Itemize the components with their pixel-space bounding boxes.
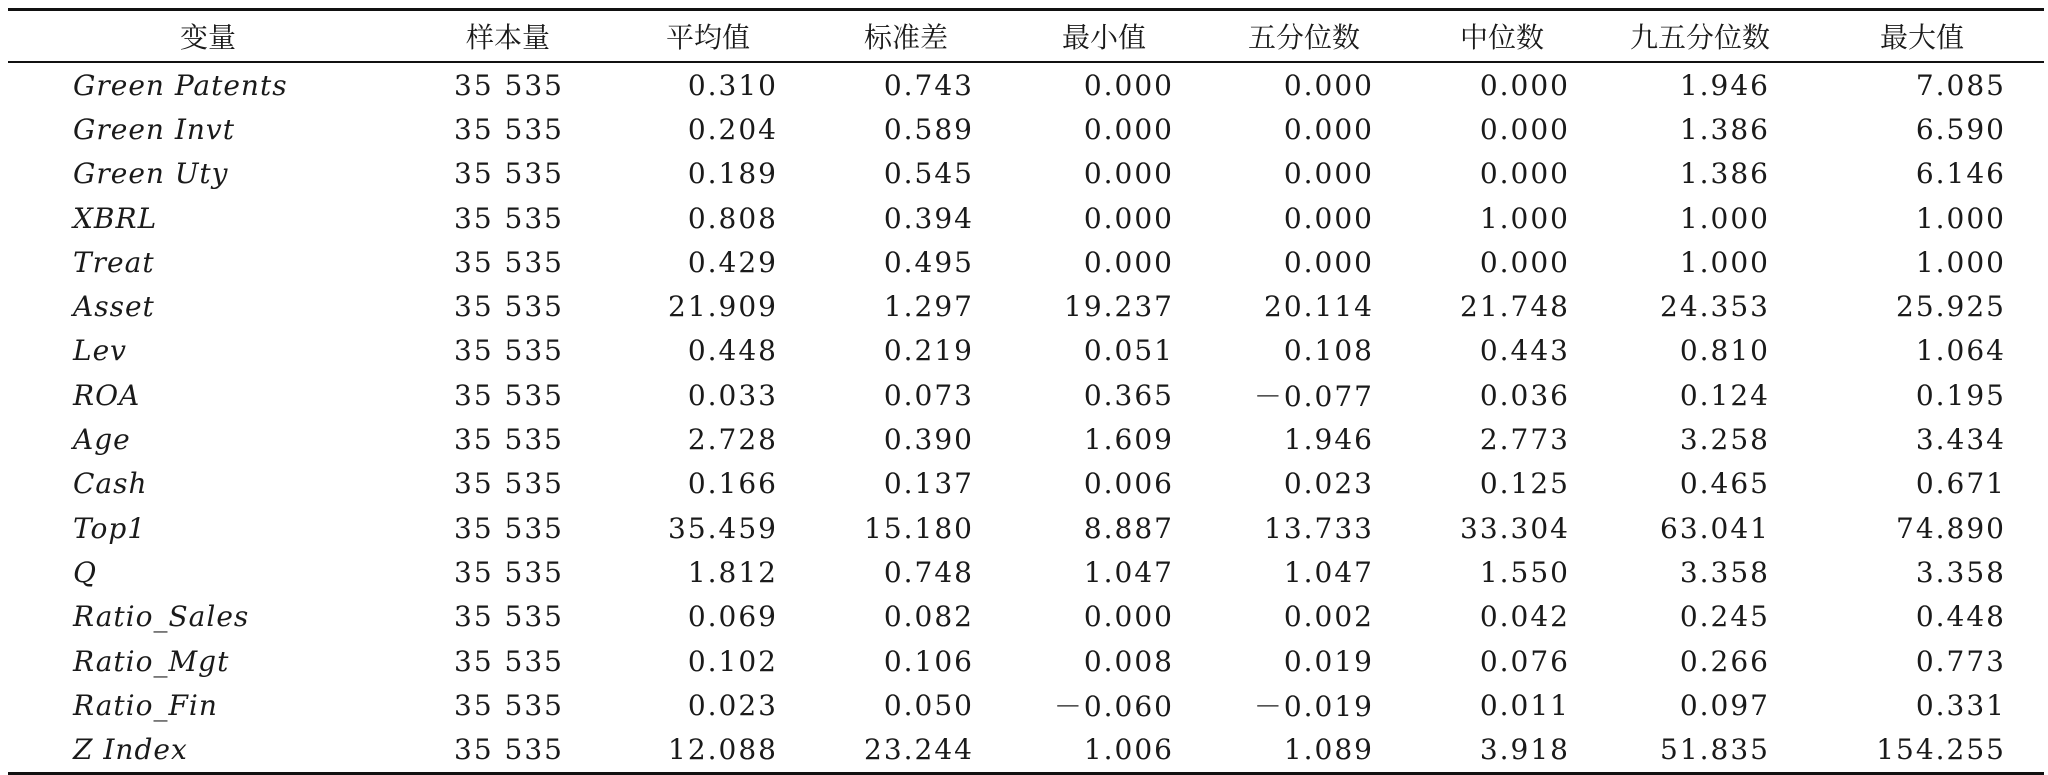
- cell-variable-name: Green Invt: [73, 112, 235, 146]
- cell-min: 0.000: [1083, 245, 1174, 279]
- cell-variable-name: Green Uty: [73, 157, 229, 191]
- cell-mean: 0.102: [687, 644, 778, 678]
- cell-std-dev: 0.219: [883, 334, 974, 368]
- cell-p95: 24.353: [1660, 290, 1770, 324]
- cell-mean: 35.459: [668, 511, 778, 545]
- cell-min: 0.000: [1083, 600, 1174, 634]
- cell-p95: 1.000: [1679, 201, 1770, 235]
- cell-mean: 0.069: [687, 600, 778, 634]
- table-row: [8, 196, 2044, 240]
- cell-std-dev: 0.106: [883, 644, 974, 678]
- cell-min: －0.060: [1053, 690, 1174, 724]
- cell-std-dev: 23.244: [864, 733, 974, 767]
- cell-p95: 51.835: [1660, 733, 1770, 767]
- cell-std-dev: 0.082: [883, 600, 974, 634]
- cell-max: 6.590: [1915, 112, 2006, 146]
- table-row: [8, 107, 2044, 151]
- cell-mean: 1.812: [687, 555, 778, 589]
- cell-variable-name: Ratio_Fin: [73, 688, 218, 722]
- cell-mean: 12.088: [668, 733, 778, 767]
- cell-mean: 0.310: [687, 68, 778, 102]
- cell-p95: 1.946: [1679, 68, 1770, 102]
- cell-p5: 0.019: [1283, 644, 1374, 678]
- cell-max: 1.000: [1915, 201, 2006, 235]
- cell-max: 154.255: [1876, 733, 2006, 767]
- cell-std-dev: 0.748: [883, 555, 974, 589]
- cell-variable-name: ROA: [73, 378, 141, 412]
- cell-min: 0.365: [1083, 378, 1174, 412]
- header-p5: 五分位数: [1247, 21, 1360, 54]
- table-row: [8, 329, 2044, 373]
- cell-p5: 0.000: [1283, 157, 1374, 191]
- cell-median: 1.000: [1479, 201, 1570, 235]
- cell-min: 8.887: [1083, 511, 1174, 545]
- cell-variable-name: Cash: [73, 467, 148, 501]
- cell-sample-size: 35 535: [454, 378, 564, 412]
- cell-max: 7.085: [1915, 68, 2006, 102]
- cell-max: 74.890: [1896, 511, 2006, 545]
- cell-median: 0.125: [1479, 467, 1570, 501]
- cell-min: 1.047: [1083, 555, 1174, 589]
- cell-variable-name: Age: [73, 423, 131, 457]
- cell-std-dev: 0.589: [883, 112, 974, 146]
- cell-median: 2.773: [1479, 423, 1570, 457]
- table-row: [8, 550, 2044, 594]
- cell-p5: 0.023: [1283, 467, 1374, 501]
- cell-min: 0.000: [1083, 157, 1174, 191]
- cell-min: 0.051: [1083, 334, 1174, 368]
- cell-median: 0.036: [1479, 378, 1570, 412]
- table-row: [8, 152, 2044, 196]
- table-row: [8, 284, 2044, 328]
- cell-median: 0.443: [1479, 334, 1570, 368]
- cell-median: 0.042: [1479, 600, 1570, 634]
- header-sample-size: 样本量: [465, 21, 550, 54]
- cell-sample-size: 35 535: [454, 334, 564, 368]
- cell-max: 0.773: [1915, 644, 2006, 678]
- cell-max: 0.448: [1915, 600, 2006, 634]
- cell-std-dev: 0.390: [883, 423, 974, 457]
- cell-mean: 0.204: [687, 112, 778, 146]
- cell-p95: 0.097: [1679, 688, 1770, 722]
- cell-max: 1.000: [1915, 245, 2006, 279]
- cell-p5: 0.002: [1283, 600, 1374, 634]
- cell-std-dev: 0.545: [883, 157, 974, 191]
- table-row: [8, 727, 2044, 773]
- header-p95: 九五分位数: [1629, 21, 1770, 54]
- cell-sample-size: 35 535: [454, 423, 564, 457]
- header-variable: 变量: [179, 21, 236, 54]
- cell-p95: 3.258: [1679, 423, 1770, 457]
- cell-median: 21.748: [1460, 290, 1570, 324]
- cell-sample-size: 35 535: [454, 201, 564, 235]
- cell-p5: －0.077: [1253, 380, 1374, 414]
- cell-min: 1.006: [1083, 733, 1174, 767]
- cell-mean: 0.808: [687, 201, 778, 235]
- header-min: 最小值: [1061, 21, 1146, 54]
- cell-max: 0.331: [1915, 688, 2006, 722]
- cell-min: 0.000: [1083, 201, 1174, 235]
- cell-max: 3.434: [1915, 423, 2006, 457]
- cell-sample-size: 35 535: [454, 68, 564, 102]
- cell-p5: －0.019: [1253, 690, 1374, 724]
- cell-median: 0.000: [1479, 112, 1570, 146]
- cell-mean: 0.166: [687, 467, 778, 501]
- cell-median: 3.918: [1479, 733, 1570, 767]
- table-row: [8, 595, 2044, 639]
- cell-variable-name: XBRL: [73, 201, 158, 235]
- cell-p5: 0.108: [1283, 334, 1374, 368]
- cell-median: 1.550: [1479, 555, 1570, 589]
- cell-p5: 1.089: [1283, 733, 1374, 767]
- cell-p95: 1.000: [1679, 245, 1770, 279]
- cell-sample-size: 35 535: [454, 245, 564, 279]
- cell-p5: 0.000: [1283, 201, 1374, 235]
- cell-max: 1.064: [1915, 334, 2006, 368]
- cell-p5: 20.114: [1264, 290, 1374, 324]
- cell-p5: 0.000: [1283, 68, 1374, 102]
- table-row: [8, 506, 2044, 550]
- cell-min: 0.000: [1083, 68, 1174, 102]
- descriptive-statistics-table: [8, 8, 2044, 775]
- cell-variable-name: Ratio_Mgt: [73, 644, 230, 678]
- cell-p95: 63.041: [1660, 511, 1770, 545]
- cell-p95: 0.810: [1679, 334, 1770, 368]
- cell-mean: 0.429: [687, 245, 778, 279]
- cell-mean: 21.909: [668, 290, 778, 324]
- cell-p95: 0.266: [1679, 644, 1770, 678]
- cell-variable-name: Lev: [73, 334, 127, 368]
- cell-median: 0.076: [1479, 644, 1570, 678]
- cell-variable-name: Asset: [73, 290, 155, 324]
- cell-p95: 1.386: [1679, 157, 1770, 191]
- cell-variable-name: Green Patents: [73, 68, 288, 102]
- cell-mean: 0.023: [687, 688, 778, 722]
- cell-p95: 3.358: [1679, 555, 1770, 589]
- table-body: [8, 62, 2044, 773]
- cell-min: 0.008: [1083, 644, 1174, 678]
- cell-p95: 0.245: [1679, 600, 1770, 634]
- cell-p5: 1.047: [1283, 555, 1374, 589]
- table-row: [8, 639, 2044, 683]
- header-median: 中位数: [1459, 21, 1544, 54]
- cell-std-dev: 0.137: [883, 467, 974, 501]
- cell-variable-name: Top1: [73, 511, 147, 545]
- cell-mean: 0.448: [687, 334, 778, 368]
- cell-std-dev: 1.297: [883, 290, 974, 324]
- header-mean: 平均值: [665, 21, 750, 54]
- cell-median: 0.000: [1479, 68, 1570, 102]
- table-row: [8, 462, 2044, 506]
- cell-std-dev: 0.495: [883, 245, 974, 279]
- cell-sample-size: 35 535: [454, 600, 564, 634]
- table-row: [8, 240, 2044, 284]
- cell-sample-size: 35 535: [454, 511, 564, 545]
- cell-sample-size: 35 535: [454, 733, 564, 767]
- cell-std-dev: 0.073: [883, 378, 974, 412]
- cell-sample-size: 35 535: [454, 290, 564, 324]
- cell-mean: 0.033: [687, 378, 778, 412]
- cell-median: 0.011: [1479, 688, 1570, 722]
- cell-sample-size: 35 535: [454, 112, 564, 146]
- cell-min: 1.609: [1083, 423, 1174, 457]
- header-row: [8, 10, 2044, 63]
- cell-sample-size: 35 535: [454, 555, 564, 589]
- table-row: [8, 62, 2044, 107]
- cell-std-dev: 15.180: [864, 511, 974, 545]
- cell-max: 0.671: [1915, 467, 2006, 501]
- cell-std-dev: 0.394: [883, 201, 974, 235]
- table-row: [8, 373, 2044, 417]
- cell-median: 0.000: [1479, 245, 1570, 279]
- cell-sample-size: 35 535: [454, 467, 564, 501]
- cell-mean: 2.728: [687, 423, 778, 457]
- cell-sample-size: 35 535: [454, 644, 564, 678]
- cell-sample-size: 35 535: [454, 157, 564, 191]
- table-row: [8, 683, 2044, 727]
- cell-variable-name: Treat: [73, 245, 155, 279]
- cell-min: 0.000: [1083, 112, 1174, 146]
- cell-sample-size: 35 535: [454, 688, 564, 722]
- cell-std-dev: 0.743: [883, 68, 974, 102]
- cell-variable-name: Q: [73, 555, 97, 589]
- cell-median: 33.304: [1460, 511, 1570, 545]
- cell-min: 19.237: [1064, 290, 1174, 324]
- cell-median: 0.000: [1479, 157, 1570, 191]
- cell-variable-name: Ratio_Sales: [73, 600, 250, 634]
- cell-max: 0.195: [1915, 378, 2006, 412]
- descriptive-statistics-table-wrapper: [8, 8, 2044, 775]
- cell-std-dev: 0.050: [883, 688, 974, 722]
- table-row: [8, 417, 2044, 461]
- cell-mean: 0.189: [687, 157, 778, 191]
- cell-max: 6.146: [1915, 157, 2006, 191]
- cell-max: 3.358: [1915, 555, 2006, 589]
- cell-p5: 13.733: [1264, 511, 1374, 545]
- cell-p95: 0.465: [1679, 467, 1770, 501]
- cell-min: 0.006: [1083, 467, 1174, 501]
- cell-p5: 1.946: [1283, 423, 1374, 457]
- cell-p5: 0.000: [1283, 245, 1374, 279]
- cell-p95: 1.386: [1679, 112, 1770, 146]
- cell-variable-name: Z Index: [73, 733, 188, 767]
- cell-max: 25.925: [1896, 290, 2006, 324]
- cell-p5: 0.000: [1283, 112, 1374, 146]
- header-max: 最大值: [1879, 21, 1964, 54]
- cell-p95: 0.124: [1679, 378, 1770, 412]
- header-std-dev: 标准差: [863, 21, 948, 54]
